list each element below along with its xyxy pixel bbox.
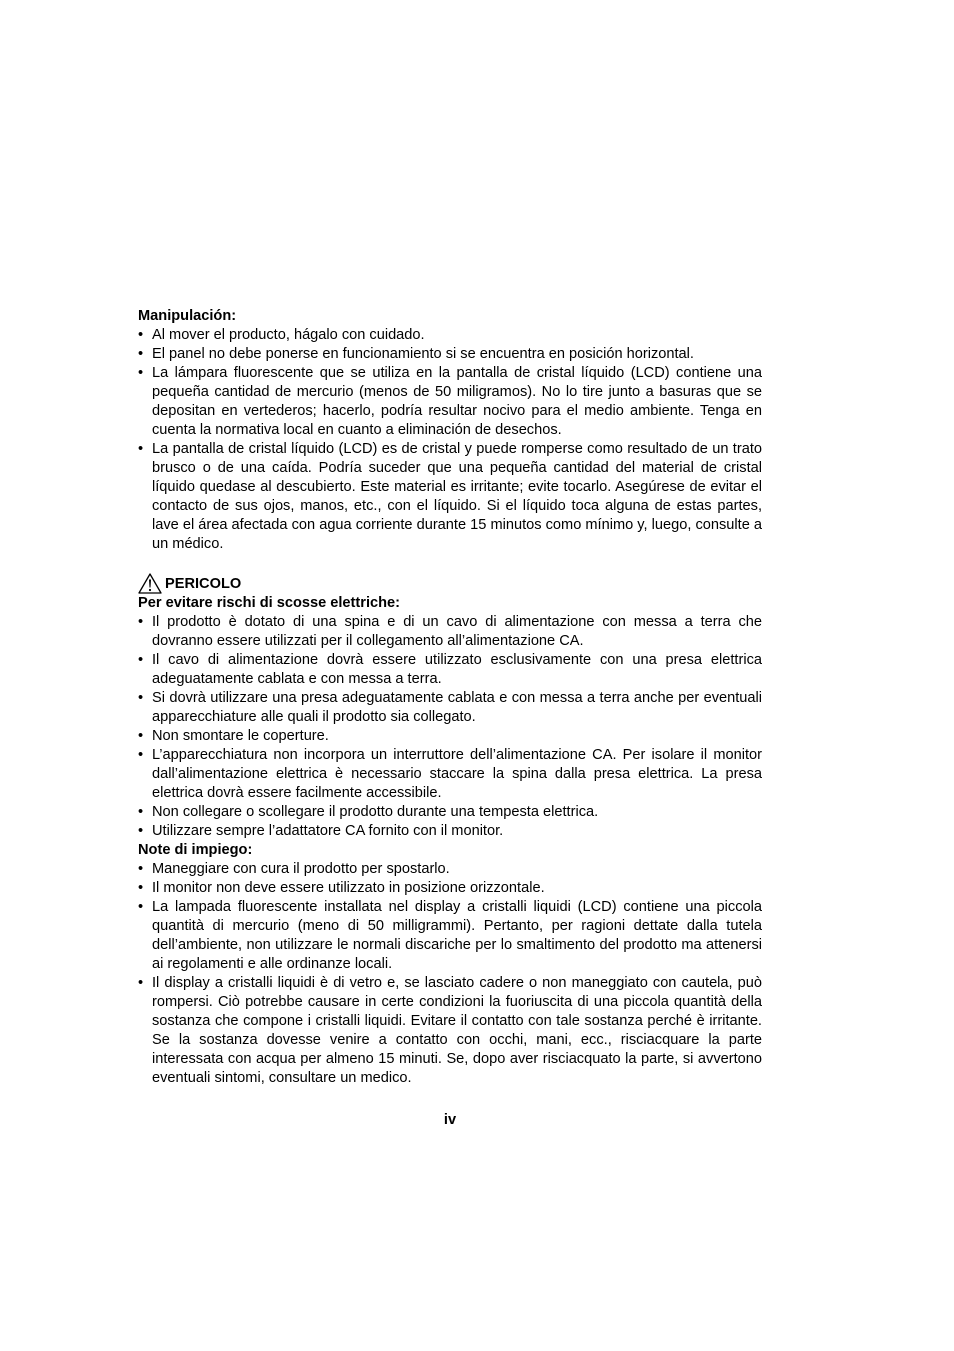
list-item: • La lámpara fluorescente que se utiliza en la pantalla de cristal líquido (LCD) contiene una pequeña cantidad de mercurio (menos de 50 miligramos). No lo tire junto a basuras que se depositan en vertederos; hacerlo, podría resultar nocivo para el medio ambiente. Tenga en cuenta la normativa local en cuanto a eliminación de desechos. bbox=[138, 364, 762, 440]
note-heading: Note di impiego: bbox=[138, 842, 253, 858]
list-item: • Non collegare o scollegare il prodotto durante una tempesta elettrica. bbox=[138, 803, 762, 822]
manipulacion-heading: Manipulación: bbox=[138, 308, 237, 324]
warning-triangle-icon bbox=[138, 573, 162, 594]
list-item: • Maneggiare con cura il prodotto per spostarlo. bbox=[138, 860, 762, 879]
list-item: • Il display a cristalli liquidi è di vetro e, se lasciato cadere o non maneggiato con cautela, può rompersi. Ciò potrebbe causare in certe condizioni la fuoriuscita di una piccola quantità della sostanza che compone i cristalli liquidi. Evitare il contatto con tale sostanza perché è irritante. Se la sostanza dovesse venire a contatto con occhi, mani, ecc., risciacquare la parte interessata con acqua per almeno 15 minuti. Se, dopo aver risciacquato la parte, si avvertono eventuali sintomi, consultare un medico. bbox=[138, 974, 762, 1088]
pericolo-subheading: Per evitare rischi di scosse elettriche: bbox=[138, 595, 401, 611]
list-item: • Il monitor non deve essere utilizzato in posizione orizzontale. bbox=[138, 879, 762, 898]
list-item: • Non smontare le coperture. bbox=[138, 727, 762, 746]
pericolo-title: PERICOLO bbox=[165, 576, 242, 592]
pericolo-header bbox=[138, 573, 762, 594]
list-item: • L’apparecchiatura non incorpora un interruttore dell’alimentazione CA. Per isolare il monitor dall’alimentazione elettrica è necessario staccare la spina dalla presa elettrica. La presa elettrica dovrà essere facilmente accessibile. bbox=[138, 746, 762, 803]
manipulacion-list bbox=[138, 326, 762, 554]
page-number: iv bbox=[443, 1112, 457, 1128]
document-body bbox=[138, 307, 762, 1088]
list-item: • Il prodotto è dotato di una spina e di un cavo di alimentazione con messa a terra che dovranno essere utilizzati per il collegamento all’alimentazione CA. bbox=[138, 613, 762, 651]
note-list bbox=[138, 860, 762, 1088]
list-item: • La pantalla de cristal líquido (LCD) es de cristal y puede romperse como resultado de un trato brusco o de una caída. Podría suceder que una pequeña cantidad del material de cristal líquido quedase al descubierto. Este material es irritante; evite tocarlo. Asegúrese de evitar el contacto de sus ojos, manos, etc., con el líquido. Si el líquido toca alguna de estas partes, lave el área afectada con agua corriente durante 15 minutos como mínimo y, luego, consulte a un médico. bbox=[138, 440, 762, 554]
pericolo-list bbox=[138, 613, 762, 841]
section-spacer bbox=[138, 554, 762, 573]
list-item: • Si dovrà utilizzare una presa adeguatamente cablata e con messa a terra anche per eventuali apparecchiature alle quali il prodotto sia collegato. bbox=[138, 689, 762, 727]
list-item: • Il cavo di alimentazione dovrà essere utilizzato esclusivamente con una presa elettrica adeguatamente cablata e con messa a terra. bbox=[138, 651, 762, 689]
list-item: • Al mover el producto, hágalo con cuidado. bbox=[138, 326, 762, 345]
list-item: • Utilizzare sempre l’adattatore CA fornito con il monitor. bbox=[138, 822, 762, 841]
list-item: • La lampada fluorescente installata nel display a cristalli liquidi (LCD) contiene una piccola quantità di mercurio (meno di 50 milligrammi). Pertanto, per ragioni dettate dalla tutela dell’ambiente, non utilizzare le normali discariche per lo smaltimento del prodotto ma attenersi ai regolamenti e alle ordinanze locali. bbox=[138, 898, 762, 974]
list-item: • El panel no debe ponerse en funcionamiento si se encuentra en posición horizontal. bbox=[138, 345, 762, 364]
